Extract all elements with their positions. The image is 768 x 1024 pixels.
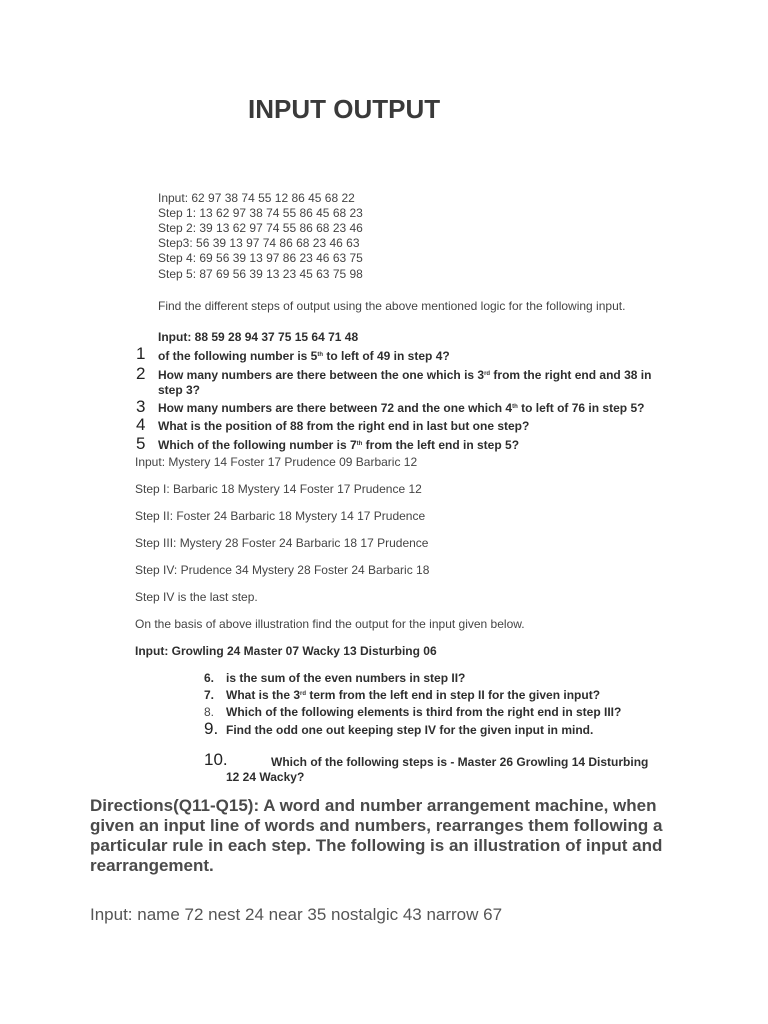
example2-input: Input: Growling 24 Master 07 Wacky 13 Disturbing 06 [135, 644, 437, 658]
question-text: Which of the following steps is - Master 26 Growling 14 Disturbing [271, 755, 649, 769]
example2-line-0: Input: Mystery 14 Foster 17 Prudence 09 Barbaric 12 [135, 455, 418, 469]
example1-line-2: Step 2: 39 13 62 97 74 55 86 68 23 46 [158, 221, 363, 235]
question-text: of the following number is 5th to left of 49 in step 4? [158, 349, 450, 363]
question-text: What is the position of 88 from the right end in last but one step? [158, 419, 530, 433]
question-text: Find the odd one out keeping step IV for the given input in mind. [226, 723, 594, 737]
question-number: 8. [204, 705, 215, 719]
example1-line-3: Step3: 56 39 13 97 74 86 68 23 46 63 [158, 236, 360, 250]
page-title: INPUT OUTPUT [248, 94, 441, 124]
question-number: 4 [136, 415, 146, 434]
final-input-line: Input: name 72 nest 24 near 35 nostalgic 43 narrow 67 [90, 905, 503, 924]
question-text-continued: step 3? [158, 383, 201, 397]
question-text: How many numbers are there between the one which is 3rd from the right end and 38 in [158, 368, 652, 382]
example2-line-3: Step III: Mystery 28 Foster 24 Barbaric 18 17 Prudence [135, 536, 429, 550]
question-text: Which of the following number is 7th from the left end in step 5? [158, 438, 520, 452]
example1-line-5: Step 5: 87 69 56 39 13 23 45 63 75 98 [158, 267, 363, 281]
question-number: 7. [204, 688, 215, 702]
question-number: 6. [204, 671, 215, 685]
question-number: 5 [136, 434, 146, 453]
example1-line-1: Step 1: 13 62 97 38 74 55 86 45 68 23 [158, 206, 363, 220]
example2-line-4: Step IV: Prudence 34 Mystery 28 Foster 24 Barbaric 18 [135, 563, 430, 577]
example2-line-1: Step I: Barbaric 18 Mystery 14 Foster 17 Prudence 12 [135, 482, 422, 496]
question-text: How many numbers are there between 72 and the one which 4th to left of 76 in step 5? [158, 401, 645, 415]
question-number: 10. [204, 750, 228, 769]
question-text-continued: 12 24 Wacky? [226, 770, 305, 784]
question-number: 1 [136, 344, 146, 363]
question-number: 3 [136, 397, 146, 416]
question-text: Which of the following elements is third from the right end in step III? [226, 705, 622, 719]
question-text: is the sum of the even numbers in step II? [226, 671, 466, 685]
question-number: 2 [136, 364, 146, 383]
example2-line-2: Step II: Foster 24 Barbaric 18 Mystery 14 17 Prudence [135, 509, 426, 523]
example2-last-step-note: Step IV is the last step. [135, 590, 258, 604]
example1-instruction: Find the different steps of output using the above mentioned logic for the following input. [158, 299, 626, 313]
example2-instruction: On the basis of above illustration find the output for the input given below. [135, 617, 525, 631]
example1-line-0: Input: 62 97 38 74 55 12 86 45 68 22 [158, 191, 355, 205]
directions-paragraph: Directions(Q11-Q15): A word and number arrangement machine, when given an input line of words and numbers, rearranges them following a particular rule in each step. The following is an illustration of input and rearrangement. [90, 796, 663, 875]
question-text: What is the 3rd term from the left end in step II for the given input? [226, 688, 601, 702]
example1-line-4: Step 4: 69 56 39 13 97 86 23 46 63 75 [158, 251, 363, 265]
question-number: 9. [204, 719, 219, 738]
example1-input: Input: 88 59 28 94 37 75 15 64 71 48 [158, 330, 359, 344]
